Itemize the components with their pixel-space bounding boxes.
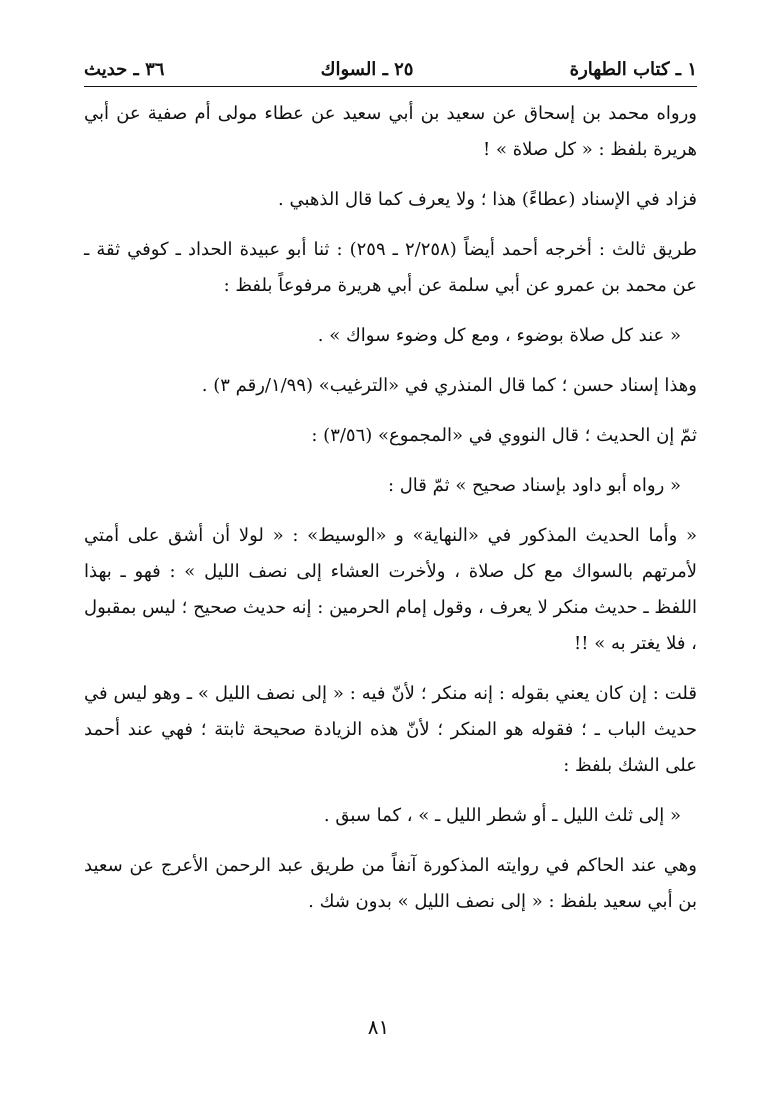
paragraph-8: « وأما الحديث المذكور في «النهاية» و «الوسيط» : « لولا أن أشق على أمتي لأمرتهم بالسواك مع كل صلاة ، ولأخرت العشاء إلى نصف الليل » : فهو ـ بهذا اللفظ ـ حديث منكر لا يعرف ، وقول إمام الحرمين : إنه حديث صحيح ؛ ليس بمقبول ، فلا يغتر به » !! xyxy=(84,525,697,654)
paragraph-9: قلت : إن كان يعني بقوله : إنه منكر ؛ لأنّ فيه : « إلى نصف الليل » ـ وهو ليس في حديث الباب ـ ؛ فقوله هو المنكر ؛ لأنّ هذه الزيادة صحيحة ثابتة ؛ فهي عند أحمد على الشك بلفظ : xyxy=(84,683,697,776)
paragraph-5: وهذا إسناد حسن ؛ كما قال المنذري في «الترغيب» (١/٩٩/رقم ٣) . xyxy=(201,375,697,396)
quote-paragraph-4: « عند كل صلاة بوضوء ، ومع كل وضوء سواك » . xyxy=(317,325,681,346)
quote-paragraph-10: « إلى ثلث الليل ـ أو شطر الليل ـ » ، كما سبق . xyxy=(323,805,681,826)
paragraph-11: وهي عند الحاكم في روايته المذكورة آنفاً من طريق عبد الرحمن الأعرج عن سعيد بن أبي سعيد بلفظ : « إلى نصف الليل » بدون شك . xyxy=(84,855,697,912)
paragraph-3: طريق ثالث : أخرجه أحمد أيضاً (٢/٢٥٨ ـ ٢٥٩) : ثنا أبو عبيدة الحداد ـ كوفي ثقة ـ عن محمد بن عمرو عن أبي سلمة عن أبي هريرة مرفوعاً بلفظ : xyxy=(84,239,697,296)
header-hadith-number: ٣٦ ـ حديث xyxy=(84,58,165,80)
quote-paragraph-7: « رواه أبو داود بإسناد صحيح » ثمّ قال : xyxy=(387,475,681,496)
main-text xyxy=(84,96,697,934)
header-book-title: ١ ـ كتاب الطهارة xyxy=(569,58,697,80)
paragraph-6: ثمّ إن الحديث ؛ قال النووي في «المجموع» (٣/٥٦) : xyxy=(311,425,697,446)
paragraph-1: ورواه محمد بن إسحاق عن سعيد بن أبي سعيد عن عطاء مولى أم صفية عن أبي هريرة بلفظ : « كل صلاة » ! xyxy=(84,103,697,160)
paragraph-2: فزاد في الإسناد (عطاءً) هذا ؛ ولا يعرف كما قال الذهبي . xyxy=(278,189,697,210)
running-header xyxy=(84,52,697,86)
page-number: ٨١ xyxy=(367,1015,390,1039)
header-divider xyxy=(84,86,697,87)
header-chapter-title: ٢٥ ـ السواك xyxy=(320,58,414,80)
